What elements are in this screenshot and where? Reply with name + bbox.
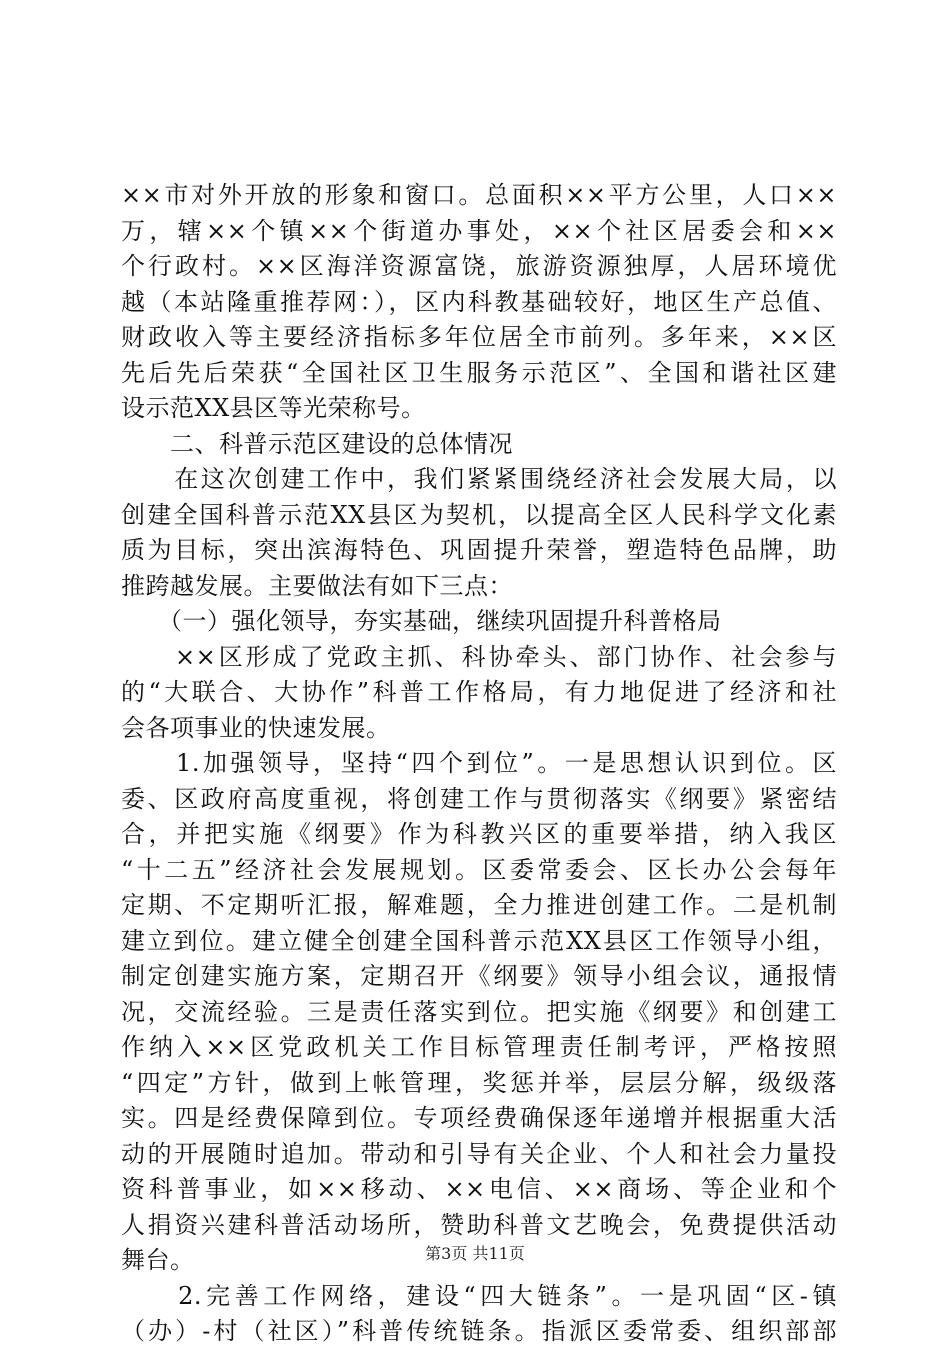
text-line: “四定”方针，做到上帐管理，奖惩并举，层层分解，级级落 bbox=[121, 1068, 837, 1097]
text-line: 2.完善工作网络，建设“四大链条”。一是巩固“区-镇 bbox=[121, 1281, 837, 1310]
text-line: 的“大联合、大协作”科普工作格局，有力地促进了经济和社 bbox=[121, 678, 837, 706]
paragraph-end-line: 会各项事业的快速发展。 bbox=[121, 713, 391, 742]
text-line: 制定创建实施方案，定期召开《纲要》领导小组会议，通报情 bbox=[121, 962, 837, 990]
text-line: （办）-村（社区）”科普传统链条。指派区委常委、组织部部 bbox=[121, 1317, 837, 1345]
paragraph-end-line: 舞台。 bbox=[121, 1246, 195, 1274]
text-line: 作纳入××区党政机关工作目标管理责任制考评，严格按照 bbox=[121, 1033, 837, 1061]
text-line: 先后先后荣获“全国社区卫生服务示范区”、全国和谐社区建 bbox=[121, 358, 837, 387]
page-number-footer: 第3页 共11页 bbox=[425, 1244, 525, 1263]
text-line: 1.加强领导，坚持“四个到位”。一是思想认识到位。区 bbox=[121, 749, 837, 777]
text-line: 财政收入等主要经济指标多年位居全市前列。多年来，××区 bbox=[121, 323, 837, 351]
text-line: 资科普事业，如××移动、××电信、××商场、等企业和个 bbox=[121, 1175, 837, 1203]
text-line: “十二五”经济社会发展规划。区委常委会、区长办公会每年 bbox=[121, 855, 837, 884]
text-line: 在这次创建工作中，我们紧紧围绕经济社会发展大局，以 bbox=[121, 465, 837, 493]
text-line: 合，并把实施《纲要》作为科教兴区的重要举措，纳入我区 bbox=[121, 820, 837, 848]
paragraph-end-line: 推跨越发展。主要做法有如下三点： bbox=[121, 571, 513, 600]
text-line: 万，辖××个镇××个街道办事处，××个社区居委会和×× bbox=[121, 216, 837, 245]
text-line: ××区形成了党政主抓、科协牵头、部门协作、社会参与 bbox=[121, 642, 837, 671]
paragraph-end-line: 设示范XX县区等光荣称号。 bbox=[121, 394, 426, 422]
text-line: 越（本站隆重推荐网：），区内科教基础较好，地区生产总值、 bbox=[121, 287, 837, 316]
section-heading: 二、科普示范区建设的总体情况 bbox=[121, 429, 513, 458]
text-line: 人捐资兴建科普活动场所，赞助科普文艺晚会，免费提供活动 bbox=[121, 1210, 837, 1239]
text-line: 委、区政府高度重视，将创建工作与贯彻落实《纲要》紧密结 bbox=[121, 784, 837, 813]
text-line: ××市对外开放的形象和窗口。总面积××平方公里，人口×× bbox=[121, 181, 837, 209]
text-line: 动的开展随时追加。带动和引导有关企业、个人和社会力量投 bbox=[121, 1139, 837, 1168]
document-body bbox=[121, 178, 837, 1350]
text-line: 创建全国科普示范XX县区为契机，以提高全区人民科学文化素 bbox=[121, 500, 837, 529]
text-line: 建立到位。建立健全创建全国科普示范XX县区工作领导小组， bbox=[121, 926, 837, 955]
text-line: 况，交流经验。三是责任落实到位。把实施《纲要》和创建工 bbox=[121, 997, 837, 1026]
subsection-heading: （一）强化领导，夯实基础，继续巩固提升科普格局 bbox=[121, 607, 722, 635]
text-line: 质为目标，突出滨海特色、巩固提升荣誉，塑造特色品牌，助 bbox=[121, 536, 837, 564]
text-line: 实。四是经费保障到位。专项经费确保逐年递增并根据重大活 bbox=[121, 1104, 837, 1132]
text-line: 定期、不定期听汇报，解难题，全力推进创建工作。二是机制 bbox=[121, 891, 837, 919]
text-line: 个行政村。××区海洋资源富饶，旅游资源独厚，人居环境优 bbox=[121, 252, 837, 280]
